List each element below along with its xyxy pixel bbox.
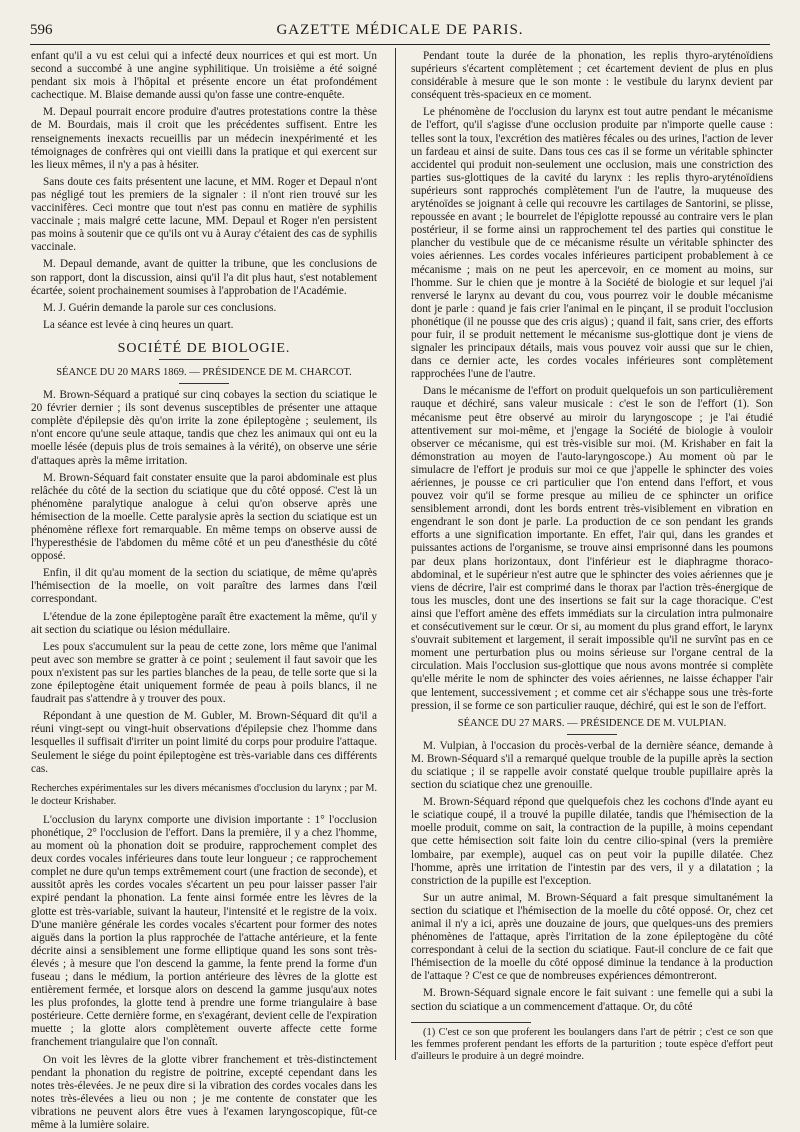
page-number: 596 <box>30 22 53 38</box>
paragraph: La séance est levée à cinq heures un quart. <box>43 318 234 331</box>
footnote: (1) C'est ce son que proferent les boulangers dans l'art de pétrir ; c'est ce son que les femmes proferent pendant les efforts de la parturition ; toute espèce d'effort peut d'ailleurs le produire à un degré moindre. <box>411 1026 773 1063</box>
section-rule <box>159 359 249 360</box>
paragraph: M. Brown-Séquard fait constater ensuite que la paroi abdominale est plus relâchée du côté de la section du sciatique que du côté opposé. C'est là un phénomène paralytique analogue à celui qu'on observe après une hémisection de la moelle. Cette paralysie après la section du sciatique est un phénomène réflexe fort remarquable. En même temps on observe aussi de l'hyperesthésie de l'abdomen du même côté et un peu d'anesthésie du côté opposé. <box>31 471 377 563</box>
paragraph: Dans le mécanisme de l'effort on produit quelquefois un son particulièrement rauque et déchiré, sans valeur musicale : c'est le son de l'effort (1). Son mécanisme peut être observé au miroir du laryngoscope ; je l'ai étudié attentivement sur moi-même, et j'engage la Société de biologie à vouloir observer ce mécanisme, qui est très-visible sur moi. (M. Krishaber en fait la démonstration au moyen de l'auto-laryngoscope.) Au moment où par le simulacre de l'effort je produis sur moi ce que j'appelle le sphincter des voies aériennes, je pousse ce cri particulier que l'on entend dans l'effort, et vous pouvez voir qu'il se forme presque au milieu de ce sphincter un orifice sensiblement arrondi, dont les bords entrent très-visiblement en vibration en engendrant le son dont je parle. La production de ce son pendant les grands efforts a une signification importante. En effet, l'air qui, dans les grandes et puissantes actions de l'organisme, se trouve ainsi emprisonné dans les poumons par deux plans horizontaux, dont l'inférieur est le diaphragme thoraco-abdominal, et le supérieur n'est autre que le sphincter des voies aériennes que je viens de décrire, l'air est comprimé dans le thorax par l'action très-énergique de tous les muscles, dont une des insertions se fait sur la cage thoracique. C'est ainsi que l'effort amène des effets immédiats sur la circulation intra pulmonaire et consécutivement sur le cœur. Or si, au moment du plus grand effort, le larynx s'ouvrait subitement et largement, il serait impossible qu'il ne survînt pas en ce moment une perturbation plus ou moins sérieuse sur l'organe central de la circulation. Mais l'occlusion sus-glottique que nous avons montrée si complète qu'elle mérite le nom de sphincter des voies aériennes, ne laisse échapper l'air que lentement, successivement ; et comme cet air s'échappe sous une très-forte pression, il se forme ce son particulier rauque, déchiré, qui est le son de l'effort. <box>411 385 773 712</box>
paragraph: On voit les lèvres de la glotte vibrer franchement et très-distinctement pendant la phonation du registre de poitrine, excepté cependant dans les notes très-élevées. Je ne peux dire si la vibration des cordes vocales dans les notes très-élevées a lieu ou non ; je me contente de constater que les vibrations ne peuvent alors être vues à l'examen laryngoscopique, fût-ce même à la lumière solaire. <box>31 1053 377 1132</box>
paragraph: M. Brown-Séquard répond que quelquefois chez les cochons d'Inde ayant eu le sciatique coupé, il a trouvé la pupille dilatée, tandis que l'hémisection de la moelle produit, comme on sait, la contraction de la pupille, à moins cependant que cette hémisection soit faite loin du centre cilio-spinal (vers la première lombaire, par exemple), auquel cas on peut voir la pupille dilatée. Chez l'homme, après une irritation de l'intestin par des vers, il y a dilatation ; la constriction de la pupille est l'exception. <box>411 796 773 887</box>
paragraph: Répondant à une question de M. Gubler, M. Brown-Séquard dit qu'il a réuni vingt-sept ou vingt-huit observations d'épilepsie chez l'homme dans lesquelles il suffisait d'irriter un point limité du corps pour produire l'attaque. Seulement le siége du point épileptogène est très-variable dans ces différents cas. <box>31 710 377 775</box>
page-header <box>30 22 770 42</box>
paragraph: M. Vulpian, à l'occasion du procès-verbal de la dernière séance, demande à M. Brown-Séquard s'il a remarqué quelque trouble de la pupille après la section du sciatique ; il se rappelle avoir constaté quelque trouble pupillaire après la section du sciatique chez une grenouille. <box>411 739 773 792</box>
paragraph: M. Depaul demande, avant de quitter la tribune, que les conclusions de son rapport, dont la discussion, ainsi qu'il l'a dit plus haut, s'est notablement écartée, soient prochainement soumises à l'approbation de l'Académie. <box>31 258 377 297</box>
footnote-rule <box>411 1022 531 1023</box>
seance-rule <box>179 383 229 384</box>
seance-heading: SÉANCE DU 27 MARS. — PRÉSIDENCE DE M. VULPIAN. <box>457 717 727 729</box>
paragraph: Pendant toute la durée de la phonation, les replis thyro-aryténoïdiens supérieurs s'écartent complètement ; cet écartement devient de plus en plus considérable à mesure que le son monte : le vestibule du larynx devient par conséquent très-spacieux en ce moment. <box>411 50 773 102</box>
paragraph: Sur un autre animal, M. Brown-Séquard a fait presque simultanément la section du sciatique et l'hémisection de la moelle du côté opposé. Or, chez cet animal il n'y a ici, après une douzaine de jours, que quelques-uns des premiers phénomènes de l'attaque, après l'irritation de la zone épileptogène du côté correspondant à celui de la section du sciatique. Faut-il conclure de ce fait que l'hémisection de la moelle du côté opposé diminue la tendance à la production de l'attaque ? C'est ce que de nombreuses expériences démontreront. <box>411 891 773 983</box>
paragraph: Le phénomène de l'occlusion du larynx est tout autre pendant le mécanisme de l'effort, qu'il s'agisse d'une occlusion produite par n'importe quelle cause : telles sont la toux, l'excrétion des matières fécales ou des urines, l'action de lever un fardeau et ainsi de suite. Dans tous ces cas il se forme un véritable sphincter accidentel qui produit non-seulement une occlusion, mais une constriction des parties sus-glottiques de la cavité du larynx : les replis thyro-aryténoïdiens supérieurs sont rapprochés complètement l'un de l'autre, la muqueuse des aryténoïdes se joignant à celle qui recouvre les cartilages de Santorini, se plisse, repoussée en avant ; le bourrelet de l'épiglotte repoussé au contraire vers le plan postérieur, il se forme ainsi un rapprochement tel des parties qui constitue le plancher du vestibule que de ce mécanisme résulte un véritable sphincter des voies aériennes. Les cordes vocales inférieures participent probablement à ce mécanisme ; mais on ne peut les apercevoir, en ce moment au moins, sur l'homme. Sur le chien que je montre à la Société de biologie et sur lequel j'ai renversé le larynx au devant du cou, vous pourrez voir le double mécanisme dont je parle : quand je fais crier l'animal en le pinçant, il se produit l'occlusion phonétique (il ne pousse que des cris aigus) ; quand il fait, sans crier, des efforts pour fuir, il se produit nettement le mécanisme sus-glottique dont je viens de signaler les principaux détails, mais vous pouvez voir aussi que sur le chien, dans ce dernier acte, les cordes vocales inférieures sont complètement rapprochées l'une de l'autre. <box>411 106 773 381</box>
paragraph: Enfin, il dit qu'au moment de la section du sciatique, de même qu'après l'hémisection de la moelle, on voit paraître des larmes dans l'œil correspondant. <box>31 567 377 606</box>
paragraph: Sans doute ces faits présentent une lacune, et MM. Roger et Depaul n'ont pas négligé tout les premiers de la signaler : il n'ont rien trouvé sur les vaccinifères. Ceci montre que tout n'est pas connu en matière de syphilis vaccinale ; mais malgré cette lacune, MM. Depaul et Roger n'en persistent pas moins à soutenir que ce qu'ils ont vu à Auray c'étaient des cas de syphilis vaccinale. <box>31 175 377 254</box>
seance-rule <box>567 734 617 735</box>
paragraph: L'étendue de la zone épileptogène paraît être exactement la même, qu'il y ait section du sciatique ou lésion médullaire. <box>31 610 377 636</box>
column-divider <box>395 48 396 1060</box>
section-title: SOCIÉTÉ DE BIOLOGIE. <box>117 340 291 356</box>
paragraph: enfant qu'il a vu est celui qui a infecté deux nourrices et qui est mort. Un second a succombé à une angine syphilitique. Un troisième a été soigné pendant six mois à l'hôpital et présente encore un état profondément cachectique. M. Blaise demande aussi qu'on fasse une contre-enquête. <box>31 50 377 102</box>
right-column <box>411 50 773 1063</box>
header-rule <box>30 44 770 45</box>
research-heading: Recherches expérimentales sur les divers mécanismes d'occlusion du larynx ; par M. le docteur Krishaber. <box>31 782 377 807</box>
paragraph: Les poux s'accumulent sur la peau de cette zone, lors même que l'animal peut avec son membre se gratter à ce point ; seulement il faut savoir que les poux n'existent pas sur les parties blanches de la peau, de telle sorte que si la zone épileptogène était uniquement formée de peau à poils blancs, il ne faudrait pas s'attendre à y trouver des poux. <box>31 640 377 706</box>
seance-heading: SÉANCE DU 20 MARS 1869. — PRÉSIDENCE DE M. CHARCOT. <box>56 366 352 378</box>
paragraph: M. J. Guérin demande la parole sur ces conclusions. <box>43 301 277 314</box>
paragraph: M. Depaul pourrait encore produire d'autres protestations contre la thèse de M. Bourdais, mais il croit que les précédentes suffisent. Entre les renseignements inexacts recueillis par un médecin inexpérimenté et les témoignages de confrères qui ont vieilli dans la pratique et qui exercent sur les lieux mêmes, il n'y a pas à hésiter. <box>31 106 377 171</box>
journal-title: GAZETTE MÉDICALE DE PARIS. <box>276 22 524 38</box>
paragraph: M. Brown-Séquard a pratiqué sur cinq cobayes la section du sciatique le 20 février dernier ; ils sont devenus susceptibles de présenter une attaque complète d'épilepsie dès qu'on irrite la zone épileptogène ; seulement, ils n'ont encore qu'une seule attaque, tandis que chez les animaux qui ont eu la moelle lésée (depuis plus de trois semaines à la vérité), on observe une série d'attaques après la même irritation. <box>31 389 377 467</box>
paragraph: M. Brown-Séquard signale encore le fait suivant : une femelle qui a subi la section du sciatique a un commencement d'attaque. Or, du côté <box>411 987 773 1013</box>
paragraph: L'occlusion du larynx comporte une division importante : 1° l'occlusion phonétique, 2° l'occlusion de l'effort. Dans la première, il y a chez l'homme, au moment où la phonation doit se produire, rapprochement complet des deux cordes vocales inférieures dans toute leur longueur ; ce rapprochement complet ne dure qu'un temps extrêmement court (une fraction de seconde), et aussitôt après les cordes vocales s'écartent un peu pour laisser passer l'air expiré pendant la phonation. La fente ainsi formée entre les lèvres de la glotte est très-variable, suivant la hauteur, l'intensité et le registre de la voix. D'une manière générale les cordes vocales s'écartent pour former des notes aiguës dans la portion la plus rapprochée de l'attache antérieure, et la fente décrite ainsi a sensiblement une forme elliptique quand les sons sont très-élevés ; à mesure que l'on descend la gamme, la fente prend la forme d'un fuseau ; dans le médium, la portion antérieure des lèvres de la glotte est entièrement fermée, et lorsque alors on descend la gamme jusqu'aux notes les plus profondes, la glotte tend à prendre une forme triangulaire à base postérieure. Cette dernière forme, en s'exagérant, devient celle de l'expiration muette ; la glotte alors complètement ouverte affecte cette forme franchement triangulaire que l'on connaît. <box>31 813 377 1049</box>
left-column <box>31 50 377 1132</box>
